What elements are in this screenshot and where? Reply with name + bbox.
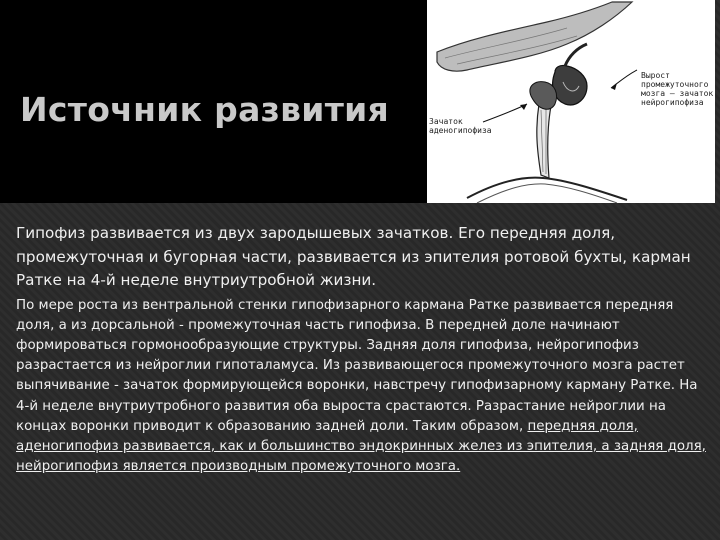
detail-paragraph-text: По мере роста из вентральной стенки гипофизарного кармана Ратке развивается передняя доля, а из дорсальной - промежуточная часть гипофиза. В передней доле начинают формироваться гормонообразующие структуры. Задняя доля гипофиза, нейрогипофиз разрастается из нейроглии гипоталамуса. Из развивающегося промежуточного мозга растет выпячивание - зачаток формирующейся воронки, навстречу гипофизарному карману Ратке. На 4-й неделе внутриутробного развития оба выроста срастаются. Разрастание нейроглии на концах воронки приводит к образованию задней доли. Таким образом,	[16, 297, 698, 434]
figure-label-neurohypophysis-2: промежуточного	[641, 80, 709, 89]
body-text	[16, 222, 712, 477]
figure-label-neurohypophysis-1: Вырост	[641, 71, 670, 80]
figure-label-adenohypophysis-2: аденогипофиза	[429, 126, 492, 135]
figure-label-adenohypophysis-1: Зачаток	[429, 117, 463, 126]
conclusion-underlined-text: передняя доля, аденогипофиз развивается, как и большинство эндокринных желез из эпителия, а задняя доля, нейрогипофиз является производным промежуточного мозга.	[16, 418, 706, 475]
detail-paragraph	[16, 296, 712, 478]
title-band	[0, 0, 427, 203]
figure-label-neurohypophysis-3: мозга — зачаток	[641, 89, 714, 98]
embryology-figure	[427, 0, 715, 203]
slide-title: Источник развития	[20, 90, 390, 129]
figure-label-neurohypophysis-4: нейрогипофиза	[641, 98, 704, 107]
intro-paragraph: Гипофиз развивается из двух зародышевых зачатков. Его передняя доля, промежуточная и бугорная части, развивается из эпителия ротовой бухты, карман Ратке на 4-й неделе внутриутробной жизни.	[16, 224, 691, 289]
pituitary-development-illustration	[427, 0, 715, 203]
